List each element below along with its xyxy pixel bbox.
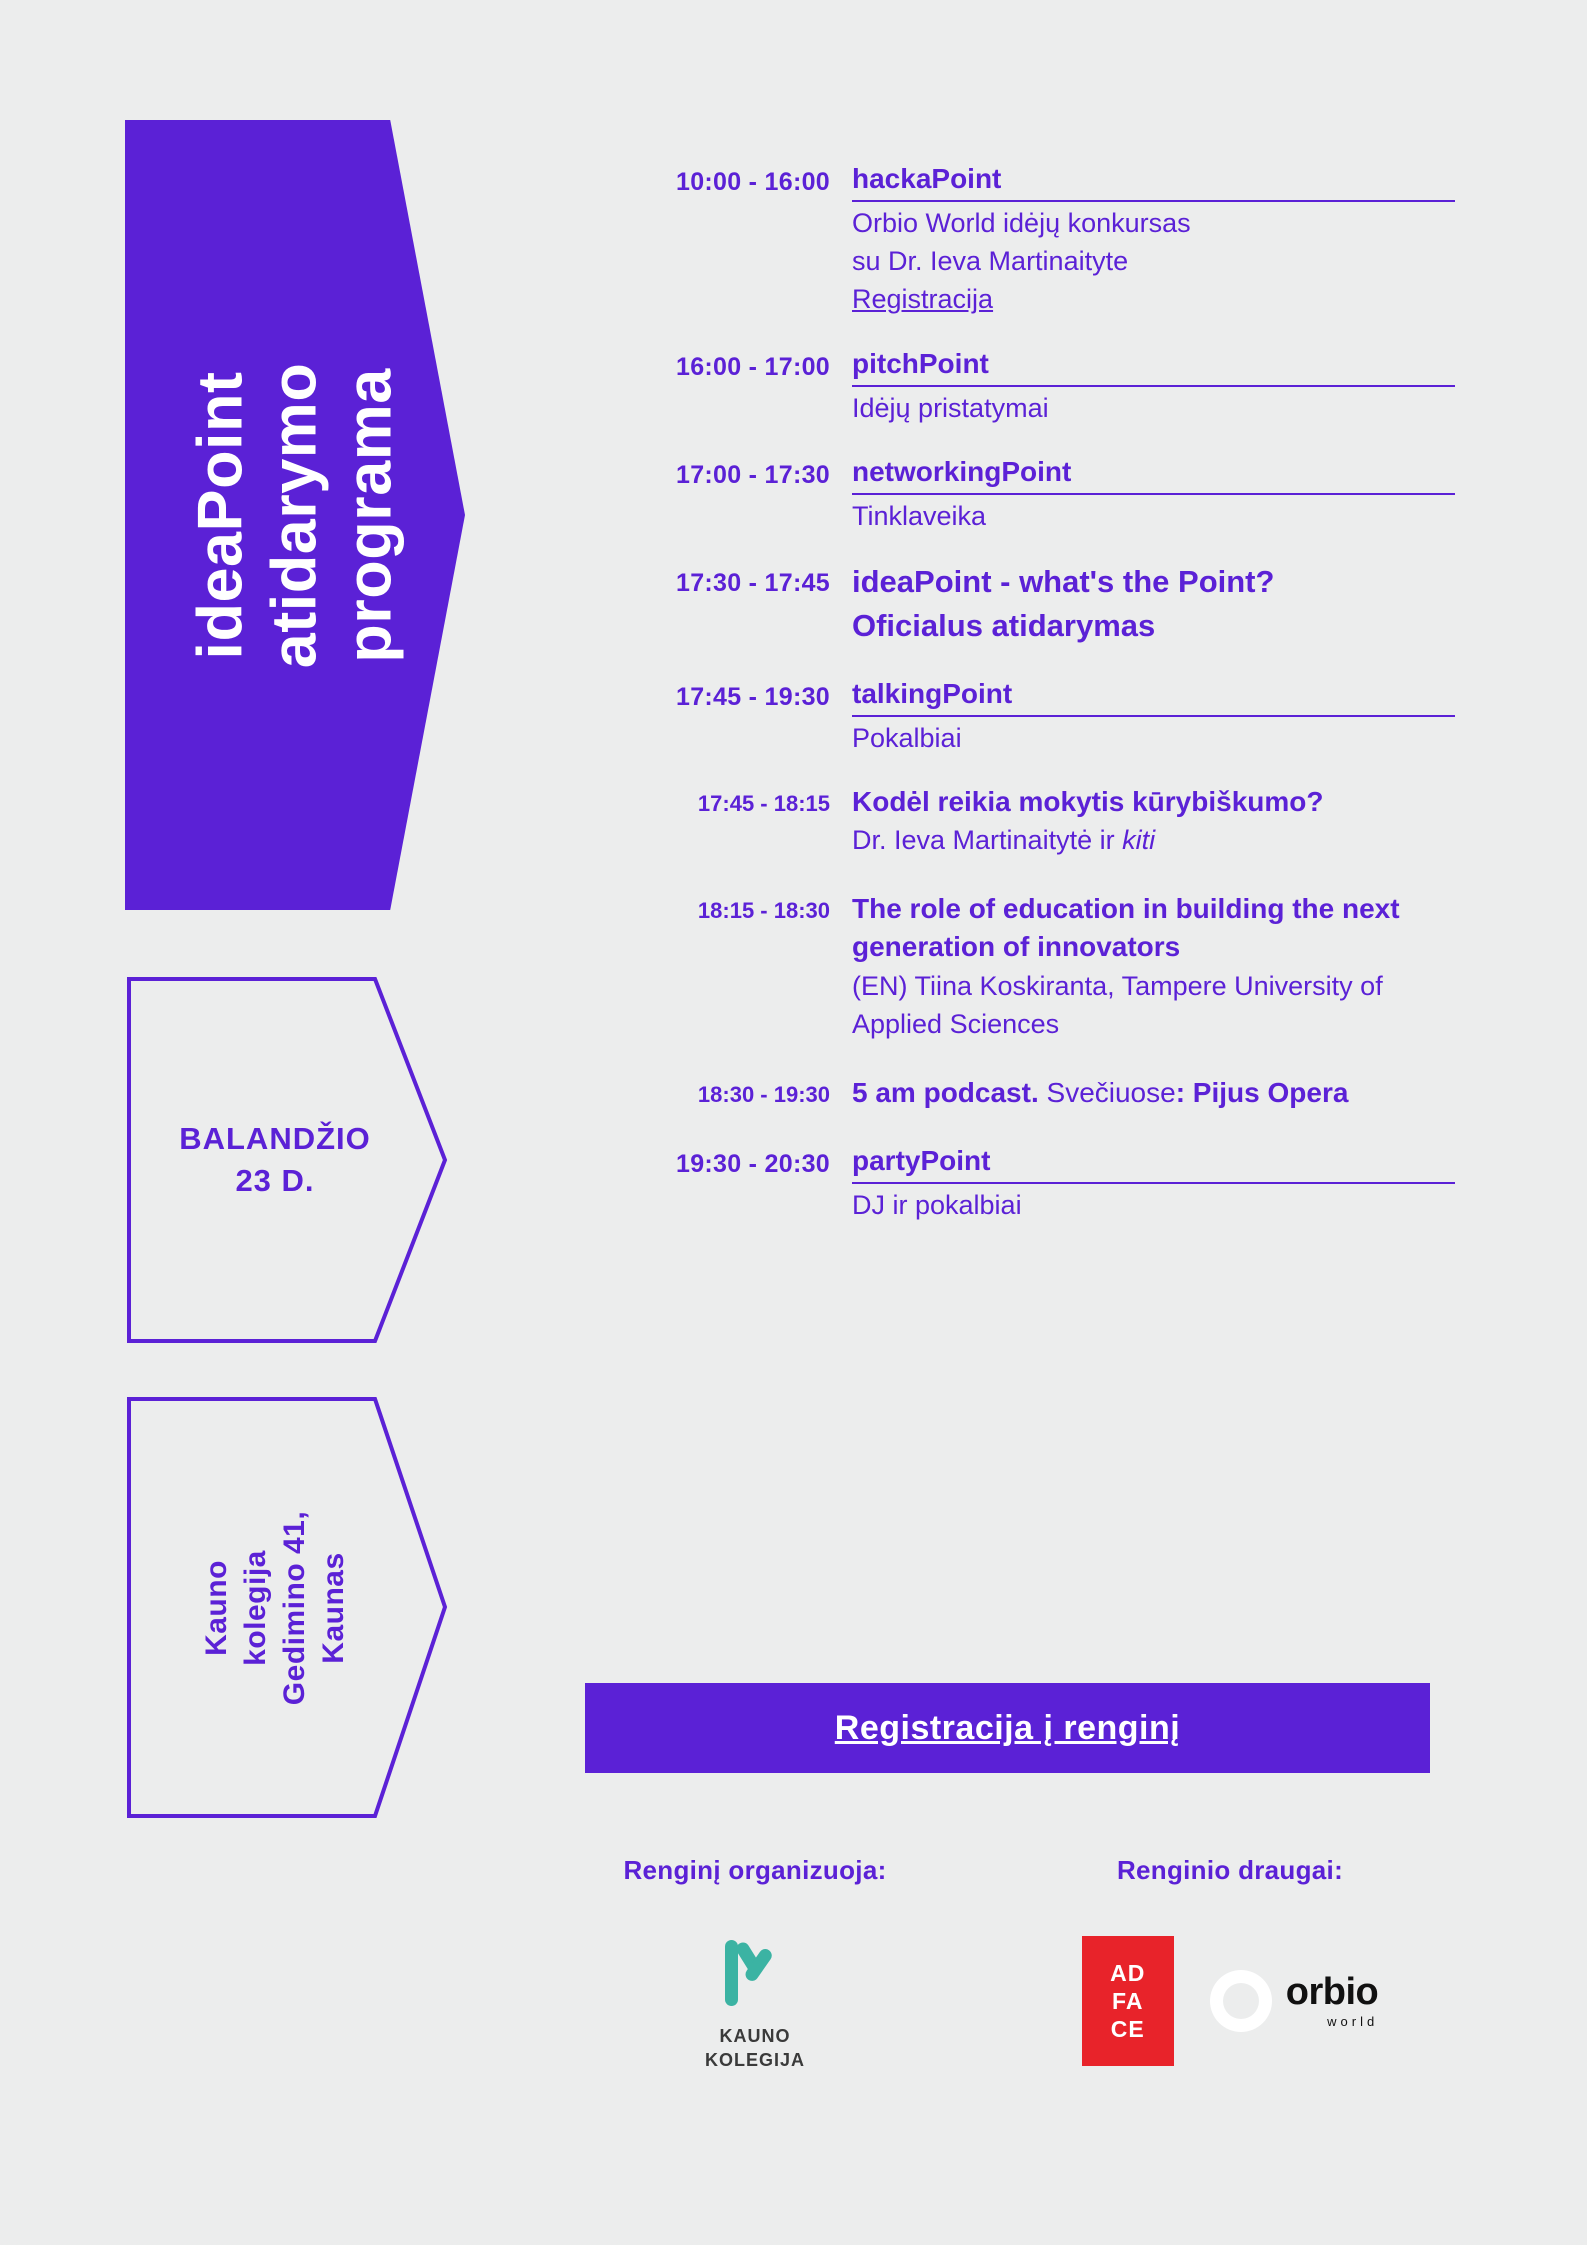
organizer-label: Renginį organizuoja:	[623, 1855, 887, 1885]
schedule-desc-line: Orbio World idėjų konkursas	[852, 207, 1191, 238]
schedule-title: networkingPoint	[852, 453, 1455, 495]
date-line-2: 23 D.	[235, 1163, 315, 1198]
schedule-body	[852, 1142, 1455, 1224]
sub-session-item	[575, 1074, 1455, 1113]
title-line-1: ideaPoint	[185, 370, 256, 660]
schedule-time: 17:30 - 17:45	[676, 569, 830, 598]
registration-link[interactable]: Registracija	[852, 284, 994, 315]
place-line-1: Kauno	[199, 1559, 233, 1656]
schedule-body	[852, 453, 1455, 535]
orbio-tagline: world	[1327, 2014, 1379, 2029]
sub-session-title: Kodėl reikia mokytis kūrybiškumo?	[852, 785, 1324, 817]
sub-session-time: 18:30 - 19:30	[697, 1081, 830, 1107]
organizer-logos	[575, 1936, 935, 2073]
orbio-wordmark	[1286, 1973, 1378, 2029]
schedule-body	[852, 675, 1455, 757]
sub-session-item	[575, 890, 1455, 1044]
registration-button[interactable]	[585, 1683, 1430, 1773]
schedule-body	[852, 345, 1455, 427]
schedule-description: Pokalbiai	[852, 722, 962, 753]
friends-logos	[1005, 1936, 1455, 2066]
place-line-2: kolegija	[238, 1549, 272, 1666]
kauno-kolegija-mark-icon	[711, 1936, 799, 2014]
footer	[575, 1855, 1455, 2215]
schedule-desc-line: su Dr. Ieva Martinaityte	[852, 246, 1129, 277]
speaker-extra: kiti	[1122, 825, 1156, 856]
friends-label: Renginio draugai:	[1116, 1855, 1344, 1885]
sub-session-title	[852, 1074, 1455, 1113]
podcast-name: 5 am podcast.	[852, 1076, 1039, 1108]
sub-session-time: 17:45 - 18:15	[697, 790, 830, 816]
schedule-time: 17:45 - 19:30	[676, 682, 830, 711]
schedule-item	[575, 561, 1455, 649]
adface-line-2: FA	[1112, 1987, 1144, 2014]
schedule-description	[852, 204, 1455, 319]
sub-session-speaker	[852, 821, 1455, 859]
schedule-time: 19:30 - 20:30	[676, 1150, 830, 1179]
schedule-item	[575, 1142, 1455, 1224]
event-place	[125, 1395, 425, 1820]
schedule-subtitle: Oficialus atidarymas	[852, 607, 1156, 643]
friends-section	[1005, 1855, 1455, 2066]
sub-session-item	[575, 783, 1455, 860]
podcast-guest: : Pijus Opera	[1175, 1076, 1349, 1108]
sub-session-time: 18:15 - 18:30	[697, 897, 830, 923]
place-line-3: Gedimino 41,	[277, 1510, 311, 1705]
adface-line-3: CE	[1110, 2016, 1145, 2043]
title-line-2: atidarymo	[259, 362, 330, 668]
schedule-title: pitchPoint	[852, 345, 1455, 387]
schedule-title: ideaPoint - what's the Point?	[852, 564, 1275, 600]
schedule-body	[852, 561, 1455, 649]
schedule-item	[575, 345, 1455, 427]
kauno-line-2: KOLEGIJA	[704, 2050, 805, 2071]
program-schedule	[575, 160, 1455, 1250]
title-line-3: programa	[334, 367, 405, 663]
adface-logo	[1082, 1936, 1174, 2066]
orbio-ring-icon	[1210, 1970, 1272, 2032]
orbio-world-logo	[1210, 1970, 1378, 2032]
schedule-description: Idėjų pristatymai	[852, 392, 1049, 423]
schedule-title: partyPoint	[852, 1142, 1455, 1184]
sub-session-body	[852, 783, 1455, 860]
organizer-section	[575, 1855, 935, 2073]
schedule-time: 10:00 - 16:00	[676, 168, 830, 196]
speaker-name: Dr. Ieva Martinaitytė ir	[852, 825, 1123, 856]
schedule-time: 16:00 - 17:00	[676, 352, 830, 381]
registration-button-label: Registracija į renginį	[834, 1708, 1181, 1747]
place-line-4: Kaunas	[316, 1551, 350, 1664]
schedule-item	[575, 160, 1455, 319]
sub-session-body	[852, 1074, 1455, 1113]
kauno-kolegija-logo	[705, 1936, 805, 2073]
schedule-body	[852, 160, 1455, 319]
sub-session-title: The role of education in building the next generation of innovators	[852, 892, 1400, 963]
schedule-time: 17:00 - 17:30	[676, 460, 830, 489]
schedule-item	[575, 675, 1455, 757]
schedule-title: talkingPoint	[852, 675, 1455, 717]
podcast-guest-label: Svečiuose	[1038, 1076, 1176, 1108]
sub-session-speaker: (EN) Tiina Koskiranta, Tampere University of Applied Sciences	[852, 971, 1383, 1040]
orbio-name: orbio	[1285, 1971, 1379, 2013]
schedule-description: Tinklaveika	[852, 500, 987, 531]
event-date	[125, 975, 425, 1345]
left-column	[0, 0, 560, 2245]
adface-line-1: AD	[1110, 1959, 1146, 1986]
sub-session-body	[852, 890, 1455, 1044]
schedule-title: hackaPoint	[852, 160, 1455, 202]
schedule-item	[575, 453, 1455, 535]
date-line-1: BALANDŽIO	[179, 1121, 371, 1157]
kauno-kolegija-wordmark	[705, 2024, 805, 2073]
schedule-description: DJ ir pokalbiai	[852, 1190, 1022, 1221]
kauno-line-1: KAUNO	[719, 2026, 791, 2046]
poster-title	[125, 120, 465, 910]
